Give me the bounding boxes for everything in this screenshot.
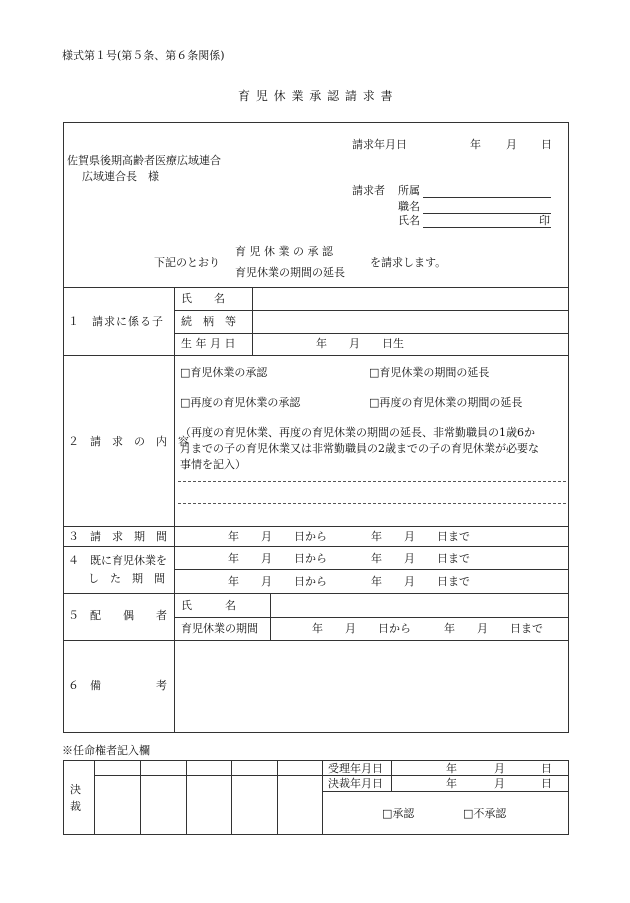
section4-label-line1: ４ 既に育児休業を xyxy=(68,554,167,567)
spouse-name-label: 氏 名 xyxy=(181,599,236,612)
decision-month: 月 xyxy=(494,777,505,790)
cell-divider xyxy=(94,760,95,835)
section6-label: ６ 備 考 xyxy=(68,679,167,692)
reason-entry-line xyxy=(178,503,566,504)
receipt-date-label: 受理年月日 xyxy=(328,762,383,775)
row-divider xyxy=(63,546,569,547)
row-divider xyxy=(174,333,569,334)
statement-prefix: 下記のとおり xyxy=(154,256,220,269)
decision-year: 年 xyxy=(446,777,457,790)
request-month: 月 xyxy=(506,138,517,151)
row-divider xyxy=(63,593,569,594)
decision-label: 決 裁 xyxy=(70,783,81,813)
checkbox-reject[interactable]: □不承認 xyxy=(463,807,507,820)
reason-entry-line xyxy=(178,481,566,482)
checkbox-reextension[interactable]: □再度の育児休業の期間の延長 xyxy=(369,396,523,409)
row-divider xyxy=(174,617,569,618)
decision-date-label: 決裁年月日 xyxy=(328,777,383,790)
child-name-label: 氏 名 xyxy=(181,292,225,305)
cell-divider xyxy=(140,760,141,835)
row-divider xyxy=(63,526,569,527)
section3-label: ３ 請 求 期 間 xyxy=(68,530,167,543)
note-line-1: （再度の育児休業、再度の育児休業の期間の延長、非常勤職員の1歳6か xyxy=(180,426,535,439)
row-divider xyxy=(322,791,569,792)
checkbox-reapproval[interactable]: □再度の育児休業の承認 xyxy=(180,396,301,409)
addressee-org: 佐賀県後期高齢者医療広域連合 xyxy=(67,154,221,167)
row-divider xyxy=(94,775,322,776)
child-relation-label: 続 柄 等 xyxy=(181,315,236,328)
checkbox-approval[interactable]: □育児休業の承認 xyxy=(180,366,268,379)
row-divider xyxy=(63,355,569,356)
statement-option-extension: 育児休業の期間の延長 xyxy=(235,266,345,279)
note-line-2: 月までの子の育児休業又は非常勤職員の2歳までの子の育児休業が必要な xyxy=(180,442,539,455)
name-label: 氏名 xyxy=(398,214,420,227)
page-title: 育 児 休 業 承 認 請 求 書 xyxy=(238,89,394,103)
cell-divider xyxy=(231,760,232,835)
row-divider xyxy=(63,287,569,288)
request-year: 年 xyxy=(470,138,481,151)
position-label: 職名 xyxy=(398,200,420,213)
label-column-divider xyxy=(174,287,175,733)
checkbox-extension[interactable]: □育児休業の期間の延長 xyxy=(369,366,490,379)
cell-divider xyxy=(322,760,323,835)
appointer-heading: ※任命権者記入欄 xyxy=(62,744,150,757)
receipt-month: 月 xyxy=(494,762,505,775)
request-date-label: 請求年月日 xyxy=(352,138,407,151)
request-period: 年 月 日から 年 月 日まで xyxy=(228,530,470,543)
spouse-leave-period: 年 月 日から 年 月 日まで xyxy=(312,622,543,635)
note-line-3: 事情を記入） xyxy=(180,458,246,471)
receipt-year: 年 xyxy=(446,762,457,775)
form-number: 様式第１号(第５条、第６条関係) xyxy=(62,49,225,62)
spouse-leave-label: 育児休業の期間 xyxy=(181,622,258,635)
request-day: 日 xyxy=(541,138,552,151)
name-underline xyxy=(423,227,551,228)
checkbox-approve[interactable]: □承認 xyxy=(382,807,415,820)
statement-option-approval: 育 児 休 業 の 承 認 xyxy=(235,245,333,258)
decision-day: 日 xyxy=(541,777,552,790)
receipt-day: 日 xyxy=(541,762,552,775)
child-birth-label: 生 年 月 日 xyxy=(181,337,236,350)
row-divider xyxy=(322,775,569,776)
addressee-title: 広域連合長 様 xyxy=(82,170,159,183)
row-divider xyxy=(174,310,569,311)
section4-label-line2: し た 期 間 xyxy=(88,572,165,585)
section2-label: ２ 請 求 の 内 容 xyxy=(68,435,189,448)
requester-label: 請求者 xyxy=(352,184,385,197)
section1-label: １ 請求に係る子 xyxy=(68,315,164,328)
cell-divider xyxy=(270,593,271,640)
cell-divider xyxy=(186,760,187,835)
dept-label: 所属 xyxy=(398,184,420,197)
statement-suffix: を請求します。 xyxy=(370,256,447,269)
row-divider xyxy=(174,569,569,570)
prior-period-1: 年 月 日から 年 月 日まで xyxy=(228,552,470,565)
seal-mark: 印 xyxy=(539,214,550,227)
prior-period-2: 年 月 日から 年 月 日まで xyxy=(228,575,470,588)
cell-divider xyxy=(277,760,278,835)
cell-divider xyxy=(252,287,253,355)
child-birth-value: 年 月 日生 xyxy=(316,337,404,350)
dept-underline xyxy=(423,197,551,198)
section5-label: ５ 配 偶 者 xyxy=(68,609,167,622)
position-underline xyxy=(423,213,551,214)
row-divider xyxy=(63,640,569,641)
